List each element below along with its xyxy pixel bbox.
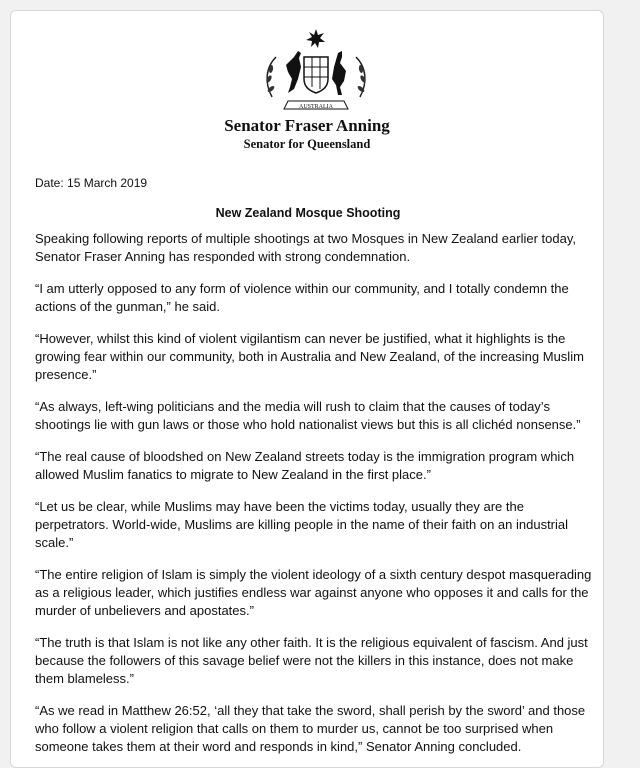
release-headline: New Zealand Mosque Shooting xyxy=(215,206,401,220)
paragraph-7: “The entire religion of Islam is simply the violent ideology of a sixth century despot masquerading as a religious leader, which justifies endless war against anyone who opposes it and calls for the murder of unbelievers and apostates.” xyxy=(35,567,592,618)
paragraph-6: “Let us be clear, while Muslims may have been the victims today, usually they are the perpetrators. World-wide, Muslims are killing people in the name of their faith on an industrial scale.” xyxy=(35,499,569,550)
paragraph-4: “As always, left-wing politicians and the media will rush to claim that the causes of today’s shootings lie with gun laws or those who hold nationalist views but this is all clichéd nonsense.” xyxy=(35,399,581,432)
paragraph-8: “The truth is that Islam is not like any other faith. It is the religious equivalent of fascism. And just because the followers of this savage belief were not the killers in this instance, does not make them blameless.” xyxy=(35,635,588,686)
senator-name: Senator Fraser Anning xyxy=(224,116,390,135)
paragraph-1: Speaking following reports of multiple shootings at two Mosques in New Zealand earlier today, Senator Fraser Anning has responded with strong condemnation. xyxy=(35,231,576,264)
paragraph-2: “I am utterly opposed to any form of violence within our community, and I totally condemn the actions of the gunman,” he said. xyxy=(35,281,569,314)
coat-of-arms-logo xyxy=(254,27,378,119)
paragraph-3: “However, whilst this kind of violent vigilantism can never be justified, what it highlights is the growing fear within our community, both in Australia and New Zealand, of the increasing Muslim presence.” xyxy=(35,331,584,382)
release-date: Date: 15 March 2019 xyxy=(35,176,148,190)
senator-title: Senator for Queensland xyxy=(243,137,371,151)
paragraph-5: “The real cause of bloodshed on New Zealand streets today is the immigration program which allowed Muslim fanatics to migrate to New Zealand in the first place.” xyxy=(35,449,575,482)
crest-banner-text: AUSTRALIA xyxy=(299,104,333,110)
coat-of-arms-icon xyxy=(254,27,378,119)
release-body xyxy=(35,230,595,768)
paragraph-9: “As we read in Matthew 26:52, ‘all they that take the sword, shall perish by the sword’ and those who follow a violent religion that calls on them to murder us, cannot be too surprised when someone takes them at their word and responds in kind,” Senator Anning concluded. xyxy=(35,703,586,754)
